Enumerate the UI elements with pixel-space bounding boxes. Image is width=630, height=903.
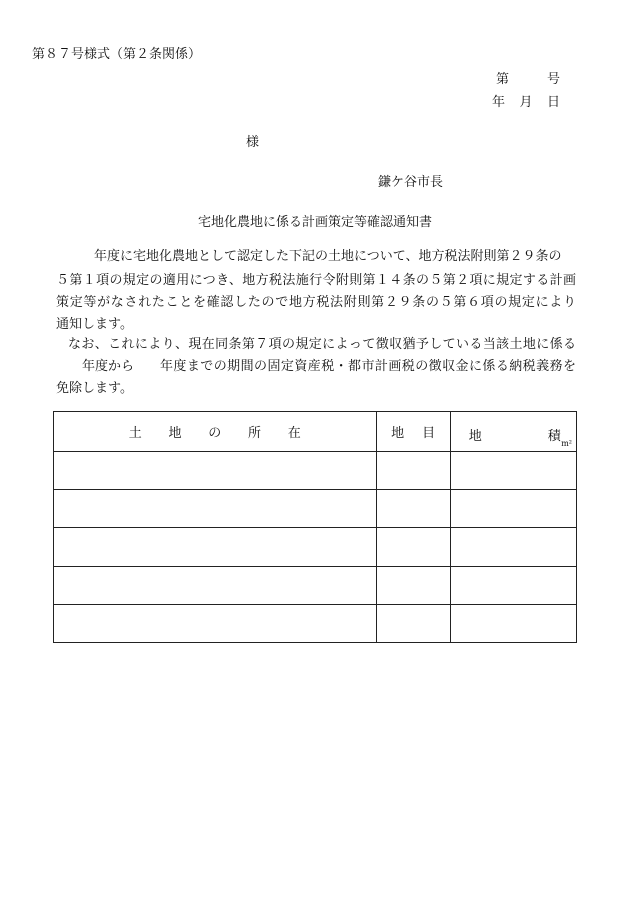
cell-area[interactable] (450, 490, 576, 528)
body-line-4: 通知します。 (56, 317, 133, 332)
body-line-6a: 年度から (82, 359, 135, 374)
document-date-label (492, 96, 560, 109)
cell-category[interactable] (376, 452, 450, 490)
issuer-name: 鎌ケ谷市長 (378, 175, 444, 190)
table-row (54, 452, 577, 490)
body-line-5: なお、これにより、現在同条第７項の規定によって徴収猶予している当該土地に係る (68, 337, 576, 352)
cell-category[interactable] (376, 604, 450, 642)
cell-category[interactable] (376, 566, 450, 604)
header-location-char: 所 (248, 426, 262, 442)
cell-area[interactable] (450, 528, 576, 566)
document-number-label (496, 73, 560, 86)
body-line-1: 年度に宅地化農地として認定した下記の土地について、地方税法附則第２９条の (94, 249, 562, 264)
area-unit: m² (561, 439, 572, 449)
date-month: 月 (519, 95, 533, 110)
header-location-char: の (208, 426, 222, 442)
body-line-2: ５第１項の規定の適用につき、地方税法施行令附則第１４条の５第２項に規定する計画 (56, 273, 576, 288)
cell-area[interactable] (450, 566, 576, 604)
header-category (376, 412, 450, 452)
land-table (53, 411, 577, 643)
document-number-suffix: 号 (546, 72, 560, 87)
cell-area[interactable] (450, 604, 576, 642)
table-row (54, 566, 577, 604)
body-line-7: 免除します。 (56, 381, 133, 396)
header-category-char: 目 (422, 426, 436, 442)
header-location-char: 在 (287, 426, 301, 442)
cell-category[interactable] (376, 528, 450, 566)
document-title: 宅地化農地に係る計画策定等確認通知書 (197, 215, 432, 230)
form-number: 第８７号様式（第２条関係） (32, 47, 202, 62)
body-line-3: 策定等がなされたことを確認したので地方税法附則第２９条の５第６項の規定により (56, 295, 576, 310)
header-location (54, 412, 377, 452)
header-location-char: 土 (128, 426, 142, 442)
cell-category[interactable] (376, 490, 450, 528)
date-year: 年 (492, 95, 506, 110)
header-area (450, 412, 576, 452)
table-row (54, 490, 577, 528)
header-category-char: 地 (391, 426, 405, 442)
cell-area[interactable] (450, 452, 576, 490)
header-area-char: 積 (547, 429, 561, 444)
header-area-char: 地 (468, 429, 482, 444)
table-row (54, 604, 577, 642)
body-line-6b: 年度までの期間の固定資産税・都市計画税の徴収金に係る納税義務を (160, 359, 576, 374)
table-row (54, 528, 577, 566)
table-header-row (54, 412, 577, 452)
cell-location[interactable] (54, 490, 377, 528)
addressee-honorific: 様 (246, 135, 260, 150)
cell-location[interactable] (54, 566, 377, 604)
date-day: 日 (546, 95, 560, 110)
header-location-char: 地 (168, 426, 182, 442)
cell-location[interactable] (54, 604, 377, 642)
cell-location[interactable] (54, 528, 377, 566)
cell-location[interactable] (54, 452, 377, 490)
document-number-prefix: 第 (496, 72, 510, 87)
